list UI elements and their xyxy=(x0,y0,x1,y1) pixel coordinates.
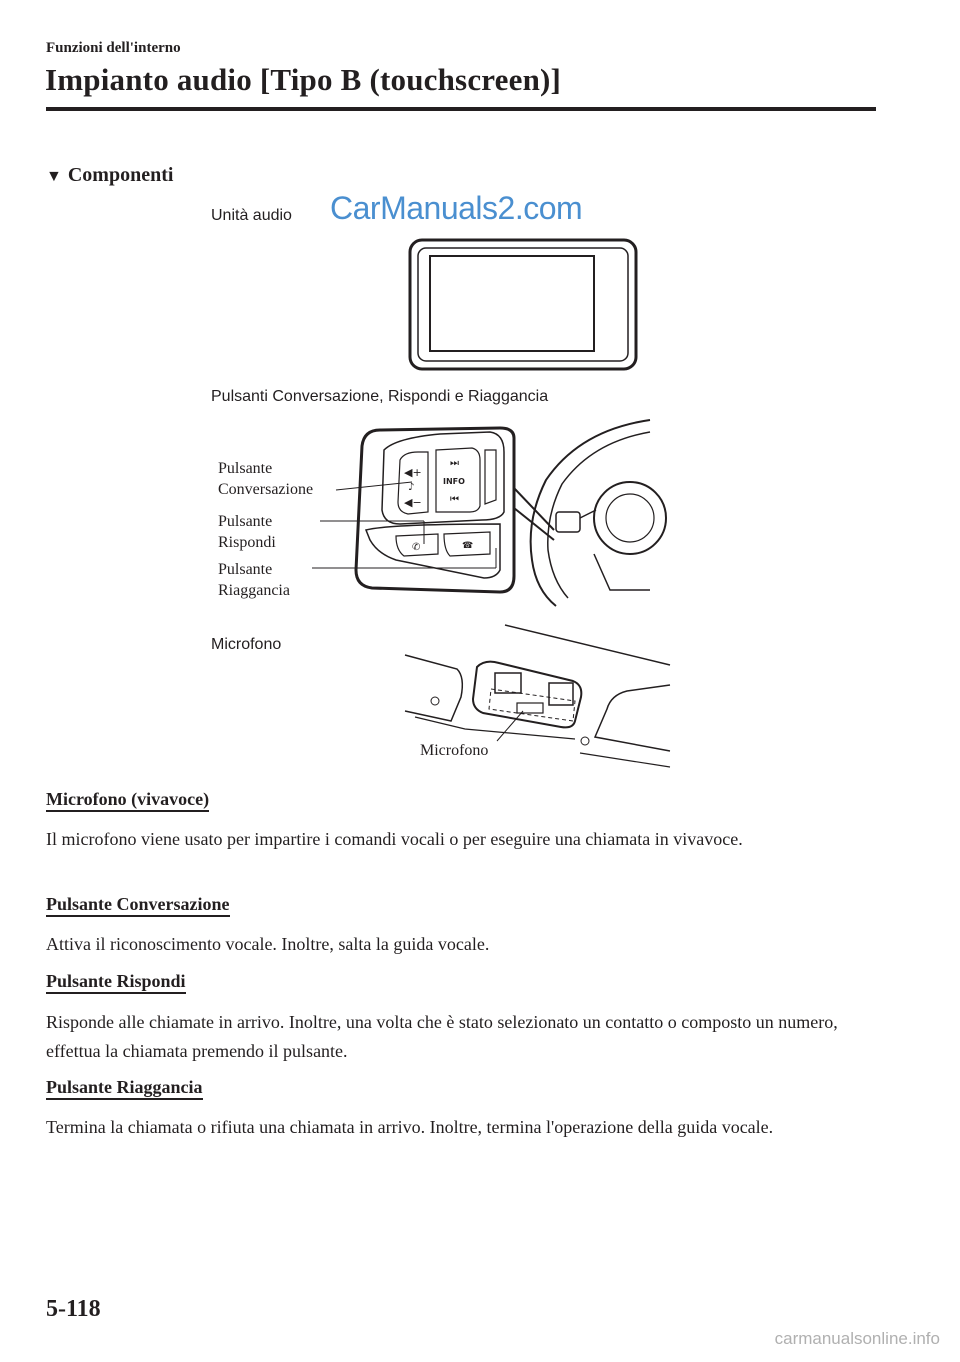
steering-wheel-icon xyxy=(531,420,666,606)
audio-unit-illustration xyxy=(408,238,648,373)
talk-icon: ♪ xyxy=(408,482,415,493)
info-button-text: INFO xyxy=(443,477,465,486)
audio-unit-bezel xyxy=(410,240,636,369)
text-conversazione: Attiva il riconoscimento vocale. Inoltre, salta la guida vocale. xyxy=(46,934,490,954)
heading-riaggancia: Pulsante Riaggancia xyxy=(46,1077,203,1098)
heading-conversazione: Pulsante Conversazione xyxy=(46,894,230,915)
callout-hangup-button: Pulsante Riaggancia xyxy=(218,561,290,599)
triangle-down-icon: ▼ xyxy=(46,168,62,185)
heading-rispondi: Pulsante Rispondi xyxy=(46,971,186,992)
hangup-icon: ☎ xyxy=(462,541,474,551)
buttons-figure-label: Pulsanti Conversazione, Rispondi e Riaggancia xyxy=(211,388,549,405)
section-heading xyxy=(46,164,173,187)
page-title: Impianto audio [Tipo B (touchscreen)] xyxy=(45,62,562,97)
microphone-figure-label: Microfono xyxy=(211,636,282,653)
steering-switch-illustration xyxy=(300,420,660,610)
chapter-title: Funzioni dell'interno xyxy=(46,40,181,56)
next-track-icon: ⏭ xyxy=(450,458,459,469)
text-rispondi: Risponde alle chiamate in arrivo. Inoltre, una volta che è stato selezionato un contatto o composto un numero, effettua la chiamata premendo il pulsante. xyxy=(46,1012,838,1061)
watermark-carmanuals: CarManuals2.com xyxy=(330,190,583,226)
section-title: Componenti xyxy=(67,164,174,186)
vol-up-icon: ◀+ xyxy=(404,466,422,479)
microphone-callout: Microfono xyxy=(420,742,489,759)
heading-microfono: Microfono (vivavoce) xyxy=(46,789,209,810)
audio-unit-label: Unità audio xyxy=(211,207,292,224)
prev-track-icon: ⏮ xyxy=(450,494,459,505)
answer-icon: ✆ xyxy=(412,542,421,553)
title-divider xyxy=(46,107,876,111)
page-number: 5-118 xyxy=(46,1296,101,1322)
footer-watermark: carmanualsonline.info xyxy=(774,1329,940,1348)
vol-down-icon: ◀− xyxy=(404,496,422,509)
callout-answer-button: Pulsante Rispondi xyxy=(218,513,276,551)
text-riaggancia: Termina la chiamata o rifiuta una chiamata in arrivo. Inoltre, termina l'operazione della guida vocale. xyxy=(46,1117,774,1137)
callout-talk-button: Pulsante Conversazione xyxy=(218,460,314,498)
text-microfono: Il microfono viene usato per impartire i comandi vocali o per eseguire una chiamata in vivavoce. xyxy=(46,829,743,849)
